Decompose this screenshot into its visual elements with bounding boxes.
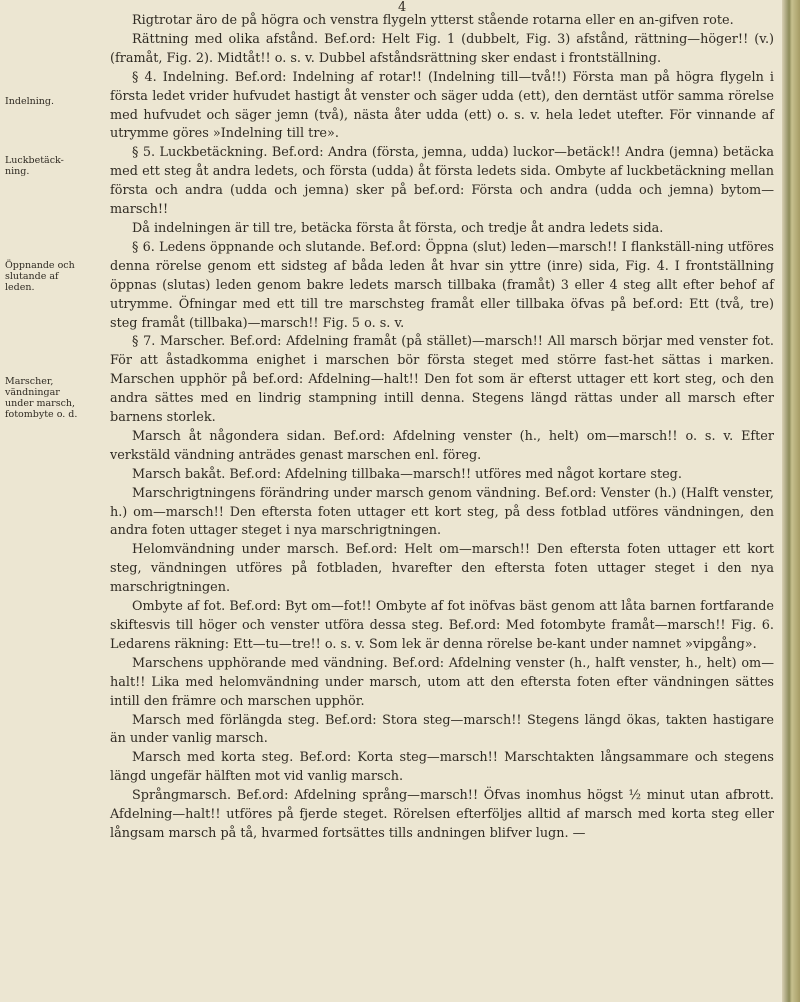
paragraph: § 4. Indelning. Bef.ord: Indelning af rotar!! (Indelning till—två!!) Första man på högra flygeln i första ledet vrider hufvudet hastigt åt venster och säger udda (ett), den derntäst utför samma rörelse med hufvudet och säger jemn (två), nästa åter udda (ett) o. s. v. hela ledet utefter. För vinnande af utrymme göres »Indelning till tre». xyxy=(110,69,774,142)
paragraph: Marschens upphörande med vändning. Bef.ord: Afdelning venster (h., halft venster, h., helt) om—halt!! Lika med helomvändning under marsch, utom att den eftersta foten efter vändningen sättes intill den främre och marschen upphör. xyxy=(110,655,774,709)
paragraph: Marsch med korta steg. Bef.ord: Korta steg—marsch!! Marschtakten långsammare och stegens längd ungefär hälften mot vid vanlig marsch. xyxy=(110,750,774,785)
paragraph: § 7. Marscher. Bef.ord: Afdelning framåt (på stället)—marsch!! All marsch börjar med venster fot. För att åstadkomma enighet i marschen bör första steget med större fast-het sättas i marken. Marschen upphör på bef.ord: Afdelning—halt!! Den fot som är efterst uttager ett kort steg, och den andra sättes med en lindrig stampning intill denna. Stegens längd rättas under all marsch efter barnens storlek. xyxy=(110,334,774,426)
paragraph: Marsch bakåt. Bef.ord: Afdelning tillbaka—marsch!! utföres med något kortare steg. xyxy=(132,466,682,482)
paragraph: Marschrigtningens förändring under marsch genom vändning. Bef.ord: Venster (h.) (Halft venster, h.) om—marsch!! Den eftersta foten uttager ett kort steg, på dess fotblad utföres vändningen, den andra foten uttager steget i nya marschrigtningen. xyxy=(110,485,774,539)
paragraph: Helomvändning under marsch. Bef.ord: Helt om—marsch!! Den eftersta foten uttager ett kort steg, vändningen utföres på fotbladen, hvarefter den eftersta foten uttager steget i den nya marschrigtningen. xyxy=(110,542,774,596)
paragraph: § 6. Ledens öppnande och slutande. Bef.ord: Öppna (slut) leden—marsch!! I flankställ-ning utföres denna rörelse genom ett sidsteg af båda leden åt hvar sin yttre (inre) sida, Fig. 4. I frontställning öppnas (slutas) leden genom bakre ledets marsch tillbaka (framåt) 3 eller 4 steg allt efter behof af utrymme. Öfningar med ett till tre marschsteg framåt eller tillbaka öfvas på bef.ord: Ett (två, tre) steg framåt (tillbaka)—marsch!! Fig. 5 o. s. v. xyxy=(110,239,774,331)
paragraph: § 5. Luckbetäckning. Bef.ord: Andra (första, jemna, udda) luckor—betäck!! Andra (jemna) betäcka med ett steg åt andra ledets, och första (udda) åt första ledets sida. Ombyte af luckbetäckning mellan första och andra (udda och jemna) sker på bef.ord: Första och andra (udda och jemna) bytom—marsch!! xyxy=(110,145,774,218)
margin-note-luckbetackning: Luckbetäck-ning. xyxy=(5,155,64,177)
margin-note-indelning: Indelning. xyxy=(5,96,54,107)
page-number: 4 xyxy=(398,0,407,15)
margin-note-marscher: Marscher, vändningar under marsch, fotombyte o. d. xyxy=(5,376,78,420)
paragraph: Marsch med förlängda steg. Bef.ord: Stora steg—marsch!! Stegens längd ökas, takten hastigare än under vanlig marsch. xyxy=(110,712,774,747)
body-text xyxy=(110,12,774,844)
paragraph: Rigtrotar äro de på högra och venstra flygeln ytterst stående rotarna eller en an-gifven rote. xyxy=(132,13,734,28)
margin-note-ledens-oppnande: Öppnande och slutande af leden. xyxy=(5,260,75,293)
paragraph: Språngmarsch. Bef.ord: Afdelning språng—marsch!! Öfvas inomhus högst ½ minut utan afbrott. Afdelning—halt!! utföres på fjerde steget. Rörelsen efterföljes alltid af marsch med korta steg eller långsam marsch på tå, hvarmed fortsättes tills andningen blifver lugn. — xyxy=(110,788,774,841)
paragraph: Då indelningen är till tre, betäcka första åt första, och tredje åt andra ledets sida. xyxy=(132,220,664,236)
paragraph: Marsch åt någondera sidan. Bef.ord: Afdelning venster (h., helt) om—marsch!! o. s. v. Efter verkstäld vändning anträdes genast marschen enl. föreg. xyxy=(110,428,774,463)
paragraph: Rättning med olika afstånd. Bef.ord: Helt Fig. 1 (dubbelt, Fig. 3) afstånd, rättning—höger!! (v.) (framåt, Fig. 2). Midtåt!! o. s. v. Dubbel afståndsrättning sker endast i frontställning. xyxy=(110,31,774,66)
paragraph: Ombyte af fot. Bef.ord: Byt om—fot!! Ombyte af fot inöfvas bäst genom att låta barnen fortfarande skiftesvis till höger och venster utföra dessa steg. Bef.ord: Med fotombyte framåt—marsch!! Fig. 6. Ledarens räkning: Ett—tu—tre!! o. s. v. Som lek är denna rörelse be-kant under namnet »vipgång». xyxy=(110,599,774,652)
book-edge xyxy=(782,0,800,1002)
